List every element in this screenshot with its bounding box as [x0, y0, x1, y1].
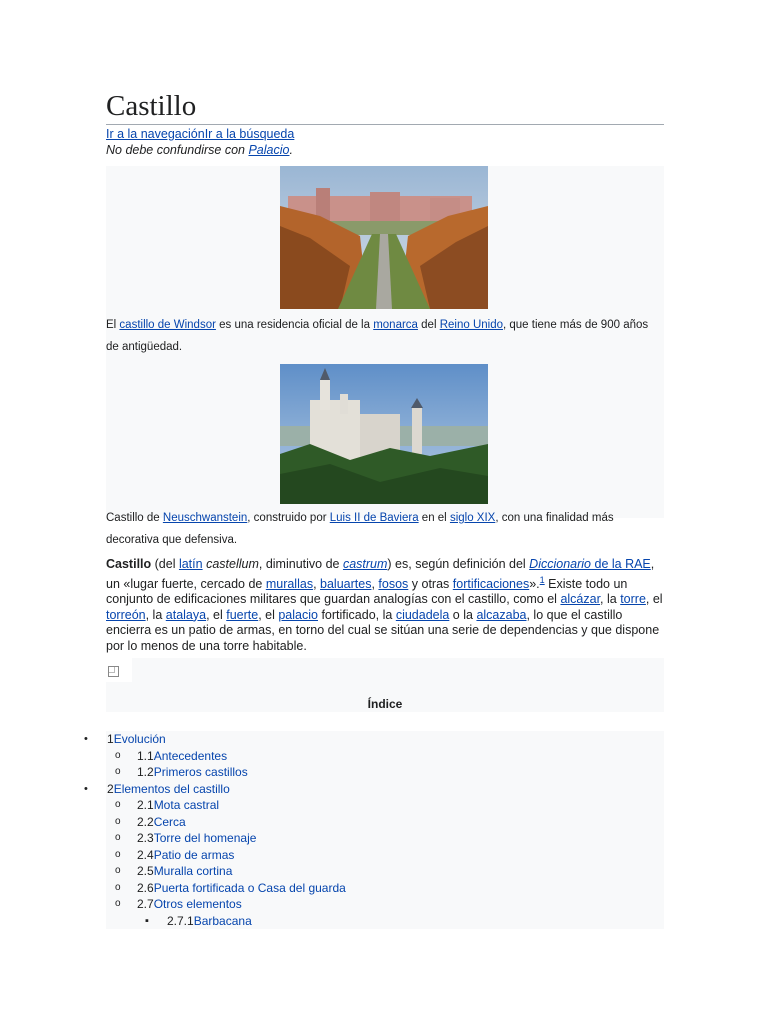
toc-toggle-checkbox[interactable]: [108, 666, 119, 677]
toc-item[interactable]: [106, 913, 664, 930]
neuschwanstein-caption: Castillo de Neuschwanstein, construido por Luis II de Baviera en el siglo XIX, con una finalidad más decorativa que defensiva.: [106, 512, 614, 546]
toc-item-label[interactable]: Elementos del castillo: [113, 781, 230, 796]
toc-item-label[interactable]: Antecedentes: [153, 748, 228, 763]
fortificaciones-link[interactable]: fortificaciones: [452, 576, 530, 591]
toc-item[interactable]: [84, 781, 664, 798]
toc-item[interactable]: [106, 764, 664, 781]
toc-bullet: •: [84, 782, 88, 795]
toc-bullet: o: [115, 881, 121, 893]
diccionario-link[interactable]: Diccionario: [529, 557, 592, 571]
luis-ii-de-baviera-link[interactable]: Luis II de Baviera: [329, 512, 419, 524]
toc-item-number: 2: [107, 781, 114, 796]
toc-item-label[interactable]: Mota castral: [153, 798, 220, 812]
toc-item-label[interactable]: Otros elementos: [153, 897, 242, 911]
table-of-contents: [106, 658, 664, 712]
latin-link[interactable]: latín: [178, 557, 203, 571]
neuschwanstein-castle-image[interactable]: [280, 364, 488, 504]
toc-item-number: 1.2: [137, 765, 154, 779]
toc-item-number: 2.2: [137, 814, 154, 829]
toc-item[interactable]: [84, 731, 664, 748]
toc-item[interactable]: [106, 797, 664, 814]
toc-item-number: 2.7.1: [167, 913, 194, 928]
toc-item-number: 2.5: [137, 864, 154, 878]
toc-item[interactable]: [106, 863, 664, 880]
toc-item-label[interactable]: Barbacana: [193, 913, 252, 928]
jump-links: [106, 127, 294, 141]
toc-item-number: 2.6: [137, 880, 154, 895]
palacio-fortificado-link[interactable]: palacio: [278, 607, 318, 622]
toc-bullet: ▪: [145, 914, 149, 927]
jump-to-navigation-link[interactable]: Ir a la navegación: [106, 127, 205, 141]
toc-item-label[interactable]: Evolución: [113, 732, 166, 746]
torre-link[interactable]: torre: [620, 592, 646, 607]
rae-link[interactable]: de la RAE: [591, 557, 651, 571]
toc-item-number: 2.4: [137, 847, 154, 862]
toc-item-label[interactable]: Puerta fortificada o Casa del guarda: [153, 880, 346, 895]
toc-bullet: o: [115, 848, 121, 860]
lead-paragraph: Castillo (del latín castellum, diminutivo de castrum) es, según definición del Diccionario de la RAE, un «lugar fuerte, cercado de murallas, baluartes, fosos y otras fortificaciones».$^1$ Existe todo un conjunto de edificaciones militares que guardan analogías con el castillo, como el alcázar, la torre, el torreón, la atalaya, el fuerte, el palacio fortificado, la ciudadela o la alcazaba, lo que el castillo encierra es un patio de armas, en torno del cual se sitúan una serie de dependencias y que dispone por lo menos de una torre habitable.: [106, 557, 663, 653]
castillo-de-windsor-link[interactable]: castillo de Windsor: [119, 319, 216, 331]
toc-item[interactable]: [106, 880, 664, 897]
alcazar-link[interactable]: alcázar: [560, 592, 601, 607]
toc-item-label[interactable]: Primeros castillos: [153, 765, 248, 779]
toc-item[interactable]: [106, 896, 664, 913]
jump-to-search-link[interactable]: Ir a la búsqueda: [204, 127, 295, 141]
neuschwanstein-link[interactable]: Neuschwanstein: [162, 512, 248, 524]
palacio-link[interactable]: Palacio: [248, 143, 290, 157]
reino-unido-link[interactable]: Reino Unido: [439, 319, 503, 331]
toc-item[interactable]: [106, 847, 664, 864]
murallas-link[interactable]: murallas: [265, 576, 314, 591]
atalaya-link[interactable]: atalaya: [165, 607, 207, 622]
toc-item-number: 1: [107, 732, 114, 746]
fuerte-link[interactable]: fuerte: [226, 607, 259, 622]
alcazaba-link[interactable]: alcazaba: [476, 607, 527, 622]
toc-item-number: 2.3: [137, 831, 154, 845]
toc-title: Índice: [367, 697, 403, 711]
ciudadela-link[interactable]: ciudadela: [395, 607, 450, 622]
toc-bullet: o: [115, 815, 121, 827]
windsor-castle-image[interactable]: [280, 166, 488, 309]
toc-bullet: o: [115, 749, 121, 761]
toc-toggle-area: [106, 658, 132, 682]
baluartes-link[interactable]: baluartes: [320, 576, 372, 591]
toc-item[interactable]: [106, 748, 664, 765]
toc-item-label[interactable]: Muralla cortina: [153, 864, 233, 878]
castrum-link[interactable]: castrum: [342, 557, 388, 571]
toc-item-label[interactable]: Cerca: [153, 814, 186, 829]
toc-bullet: o: [115, 865, 121, 876]
infobox: [106, 166, 664, 546]
toc-item[interactable]: [106, 830, 664, 847]
siglo-xix-link[interactable]: siglo XIX: [449, 512, 496, 524]
reference-1-link[interactable]: 1: [539, 574, 545, 585]
toc-item-label[interactable]: Torre del homenaje: [153, 831, 257, 845]
toc-item[interactable]: [106, 814, 664, 831]
monarca-link[interactable]: monarca: [373, 319, 418, 331]
toc-bullet: •: [84, 733, 88, 745]
toc-bullet: o: [115, 766, 121, 777]
page-title: Castillo: [106, 92, 664, 125]
toc-bullet: o: [115, 832, 121, 843]
toc-item-number: 2.7: [137, 897, 154, 911]
hatnote: No debe confundirse con Palacio.: [106, 143, 293, 157]
toc-item-label[interactable]: Patio de armas: [153, 847, 235, 862]
toc-item-number: 1.1: [137, 748, 154, 763]
torreon-link[interactable]: torreón: [106, 607, 146, 622]
toc-item-number: 2.1: [137, 798, 154, 812]
fosos-link[interactable]: fosos: [378, 576, 409, 591]
toc-bullet: o: [115, 799, 121, 810]
windsor-caption: El castillo de Windsor es una residencia oficial de la monarca del Reino Unido, que tiene más de 900 años de antigüedad.: [106, 319, 649, 353]
toc-bullet: o: [115, 898, 121, 909]
